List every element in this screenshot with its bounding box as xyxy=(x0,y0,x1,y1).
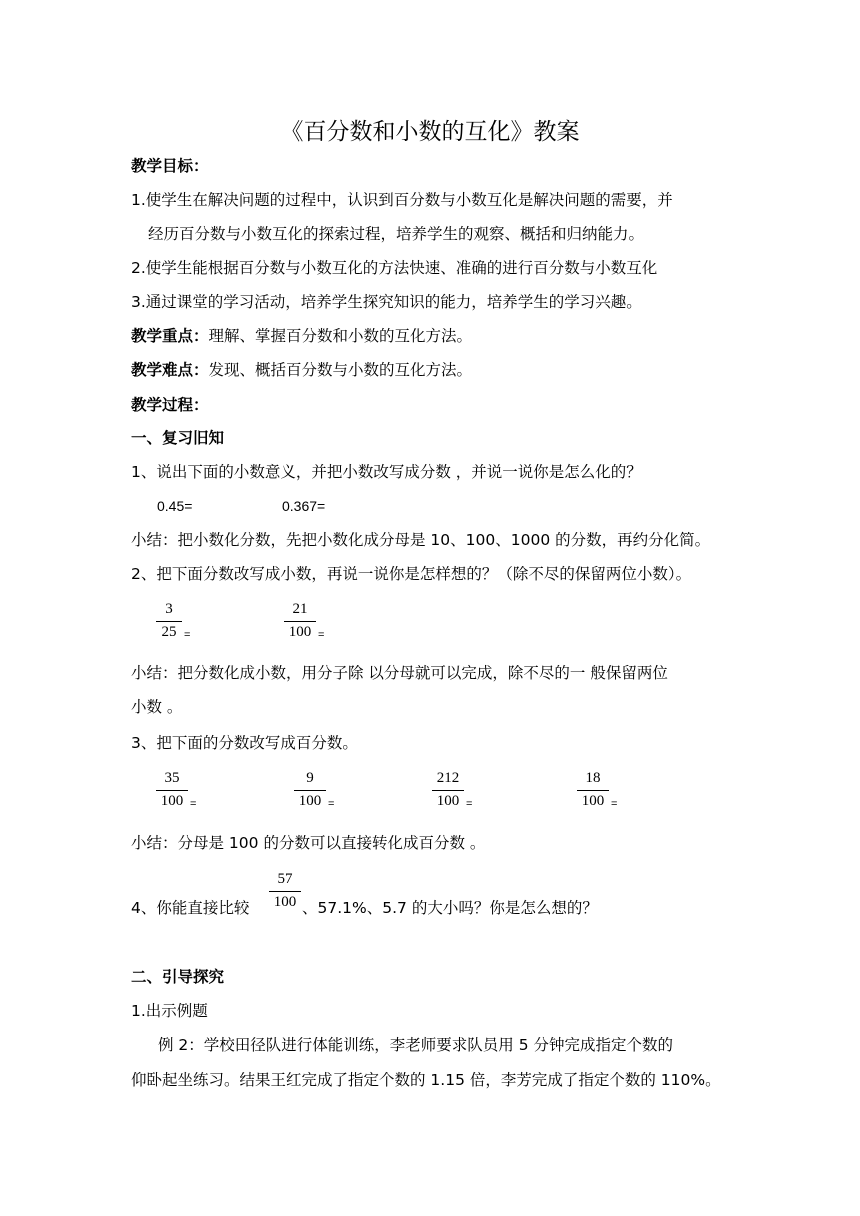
fraction-numerator: 212 xyxy=(436,770,460,786)
process-heading: 教学过程： xyxy=(131,396,209,414)
section1-heading: 一、复习旧知 xyxy=(131,429,225,447)
fraction-numerator: 9 xyxy=(306,770,314,786)
equals-sign: = xyxy=(466,798,473,810)
example-line: 仰卧起坐练习。结果王红完成了指定个数的 1.15 倍，李芳完成了指定个数的 110%。 xyxy=(131,1071,721,1089)
fraction-numerator: 3 xyxy=(165,601,173,617)
difficulty xyxy=(131,360,472,380)
decimal-item: 0.45= xyxy=(157,498,193,514)
summary-3: 小结：分母是 100 的分数可以直接转化成百分数 。 xyxy=(131,834,486,852)
fraction-denominator: 100 xyxy=(298,793,322,809)
question-4-prefix: 4、你能直接比较 xyxy=(131,899,250,917)
fraction-bar xyxy=(432,790,464,791)
question-1: 1、说出下面的小数意义，并把小数改写成分数 ，并说一说你是怎么化的？ xyxy=(131,463,642,481)
question-2: 2、把下面分数改写成小数，再说一说你是怎样想的？（除不尽的保留两位小数）。 xyxy=(131,565,692,583)
equals-sign: = xyxy=(318,629,325,641)
objectives-heading: 教学目标： xyxy=(131,157,209,175)
question-3: 3、把下面的分数改写成百分数。 xyxy=(131,734,358,752)
equals-sign: = xyxy=(611,798,618,810)
fraction xyxy=(432,769,464,813)
fraction xyxy=(284,600,316,644)
difficulty-text: 发现、概括百分数与小数的互化方法。 xyxy=(208,361,473,379)
summary-1: 小结：把小数化分数，先把小数化成分母是 10、100、1000 的分数，再约分化简。 xyxy=(131,531,711,549)
objective-line: 2.使学生能根据百分数与小数互化的方法快速、准确的进行百分数与小数互化 xyxy=(131,259,658,277)
key-point xyxy=(131,326,472,346)
fraction xyxy=(269,870,301,914)
fraction xyxy=(577,769,609,813)
fraction-numerator: 57 xyxy=(277,871,293,887)
equals-sign: = xyxy=(190,798,197,810)
fraction-bar xyxy=(284,621,316,622)
fraction-bar xyxy=(156,790,188,791)
section2-heading: 二、引导探究 xyxy=(131,968,225,986)
objective-line: 1.使学生在解决问题的过程中，认识到百分数与小数互化是解决问题的需要，并 xyxy=(131,191,673,209)
step-1: 1.出示例题 xyxy=(131,1002,208,1020)
equals-sign: = xyxy=(328,798,335,810)
fraction-denominator: 100 xyxy=(581,793,605,809)
summary-2: 小结：把分数化成小数，用分子除 以分母就可以完成，除不尽的一 般保留两位 xyxy=(131,664,668,682)
fraction-numerator: 21 xyxy=(292,601,308,617)
equals-sign: = xyxy=(184,629,191,641)
fraction-denominator: 100 xyxy=(436,793,460,809)
objective-line: 经历百分数与小数互化的探索过程，培养学生的观察、概括和归纳能力。 xyxy=(148,225,645,243)
fraction-bar xyxy=(577,790,609,791)
decimal-item: 0.367= xyxy=(282,498,326,514)
example-line: 例 2：学校田径队进行体能训练，李老师要求队员用 5 分钟完成指定个数的 xyxy=(158,1036,674,1054)
key-point-text: 理解、掌握百分数和小数的互化方法。 xyxy=(208,327,473,345)
fraction-denominator: 100 xyxy=(273,894,297,910)
fraction xyxy=(156,600,182,644)
question-4-suffix: 、57.1%、5.7 的大小吗？你是怎么想的？ xyxy=(302,899,598,917)
fraction-numerator: 35 xyxy=(164,770,180,786)
summary-2-continued: 小数 。 xyxy=(131,698,183,716)
key-point-label: 教学重点： xyxy=(131,327,209,345)
fraction xyxy=(156,769,188,813)
fraction-bar xyxy=(294,790,326,791)
difficulty-label: 教学难点： xyxy=(131,361,209,379)
fraction xyxy=(294,769,326,813)
fraction-numerator: 18 xyxy=(585,770,601,786)
fraction-denominator: 25 xyxy=(161,624,177,640)
fraction-bar xyxy=(269,891,301,892)
fraction-bar xyxy=(156,621,182,622)
objective-line: 3.通过课堂的学习活动，培养学生探究知识的能力，培养学生的学习兴趣。 xyxy=(131,293,642,311)
fraction-denominator: 100 xyxy=(160,793,184,809)
page-title: 《百分数和小数的互化》教案 xyxy=(280,119,580,145)
fraction-denominator: 100 xyxy=(288,624,312,640)
